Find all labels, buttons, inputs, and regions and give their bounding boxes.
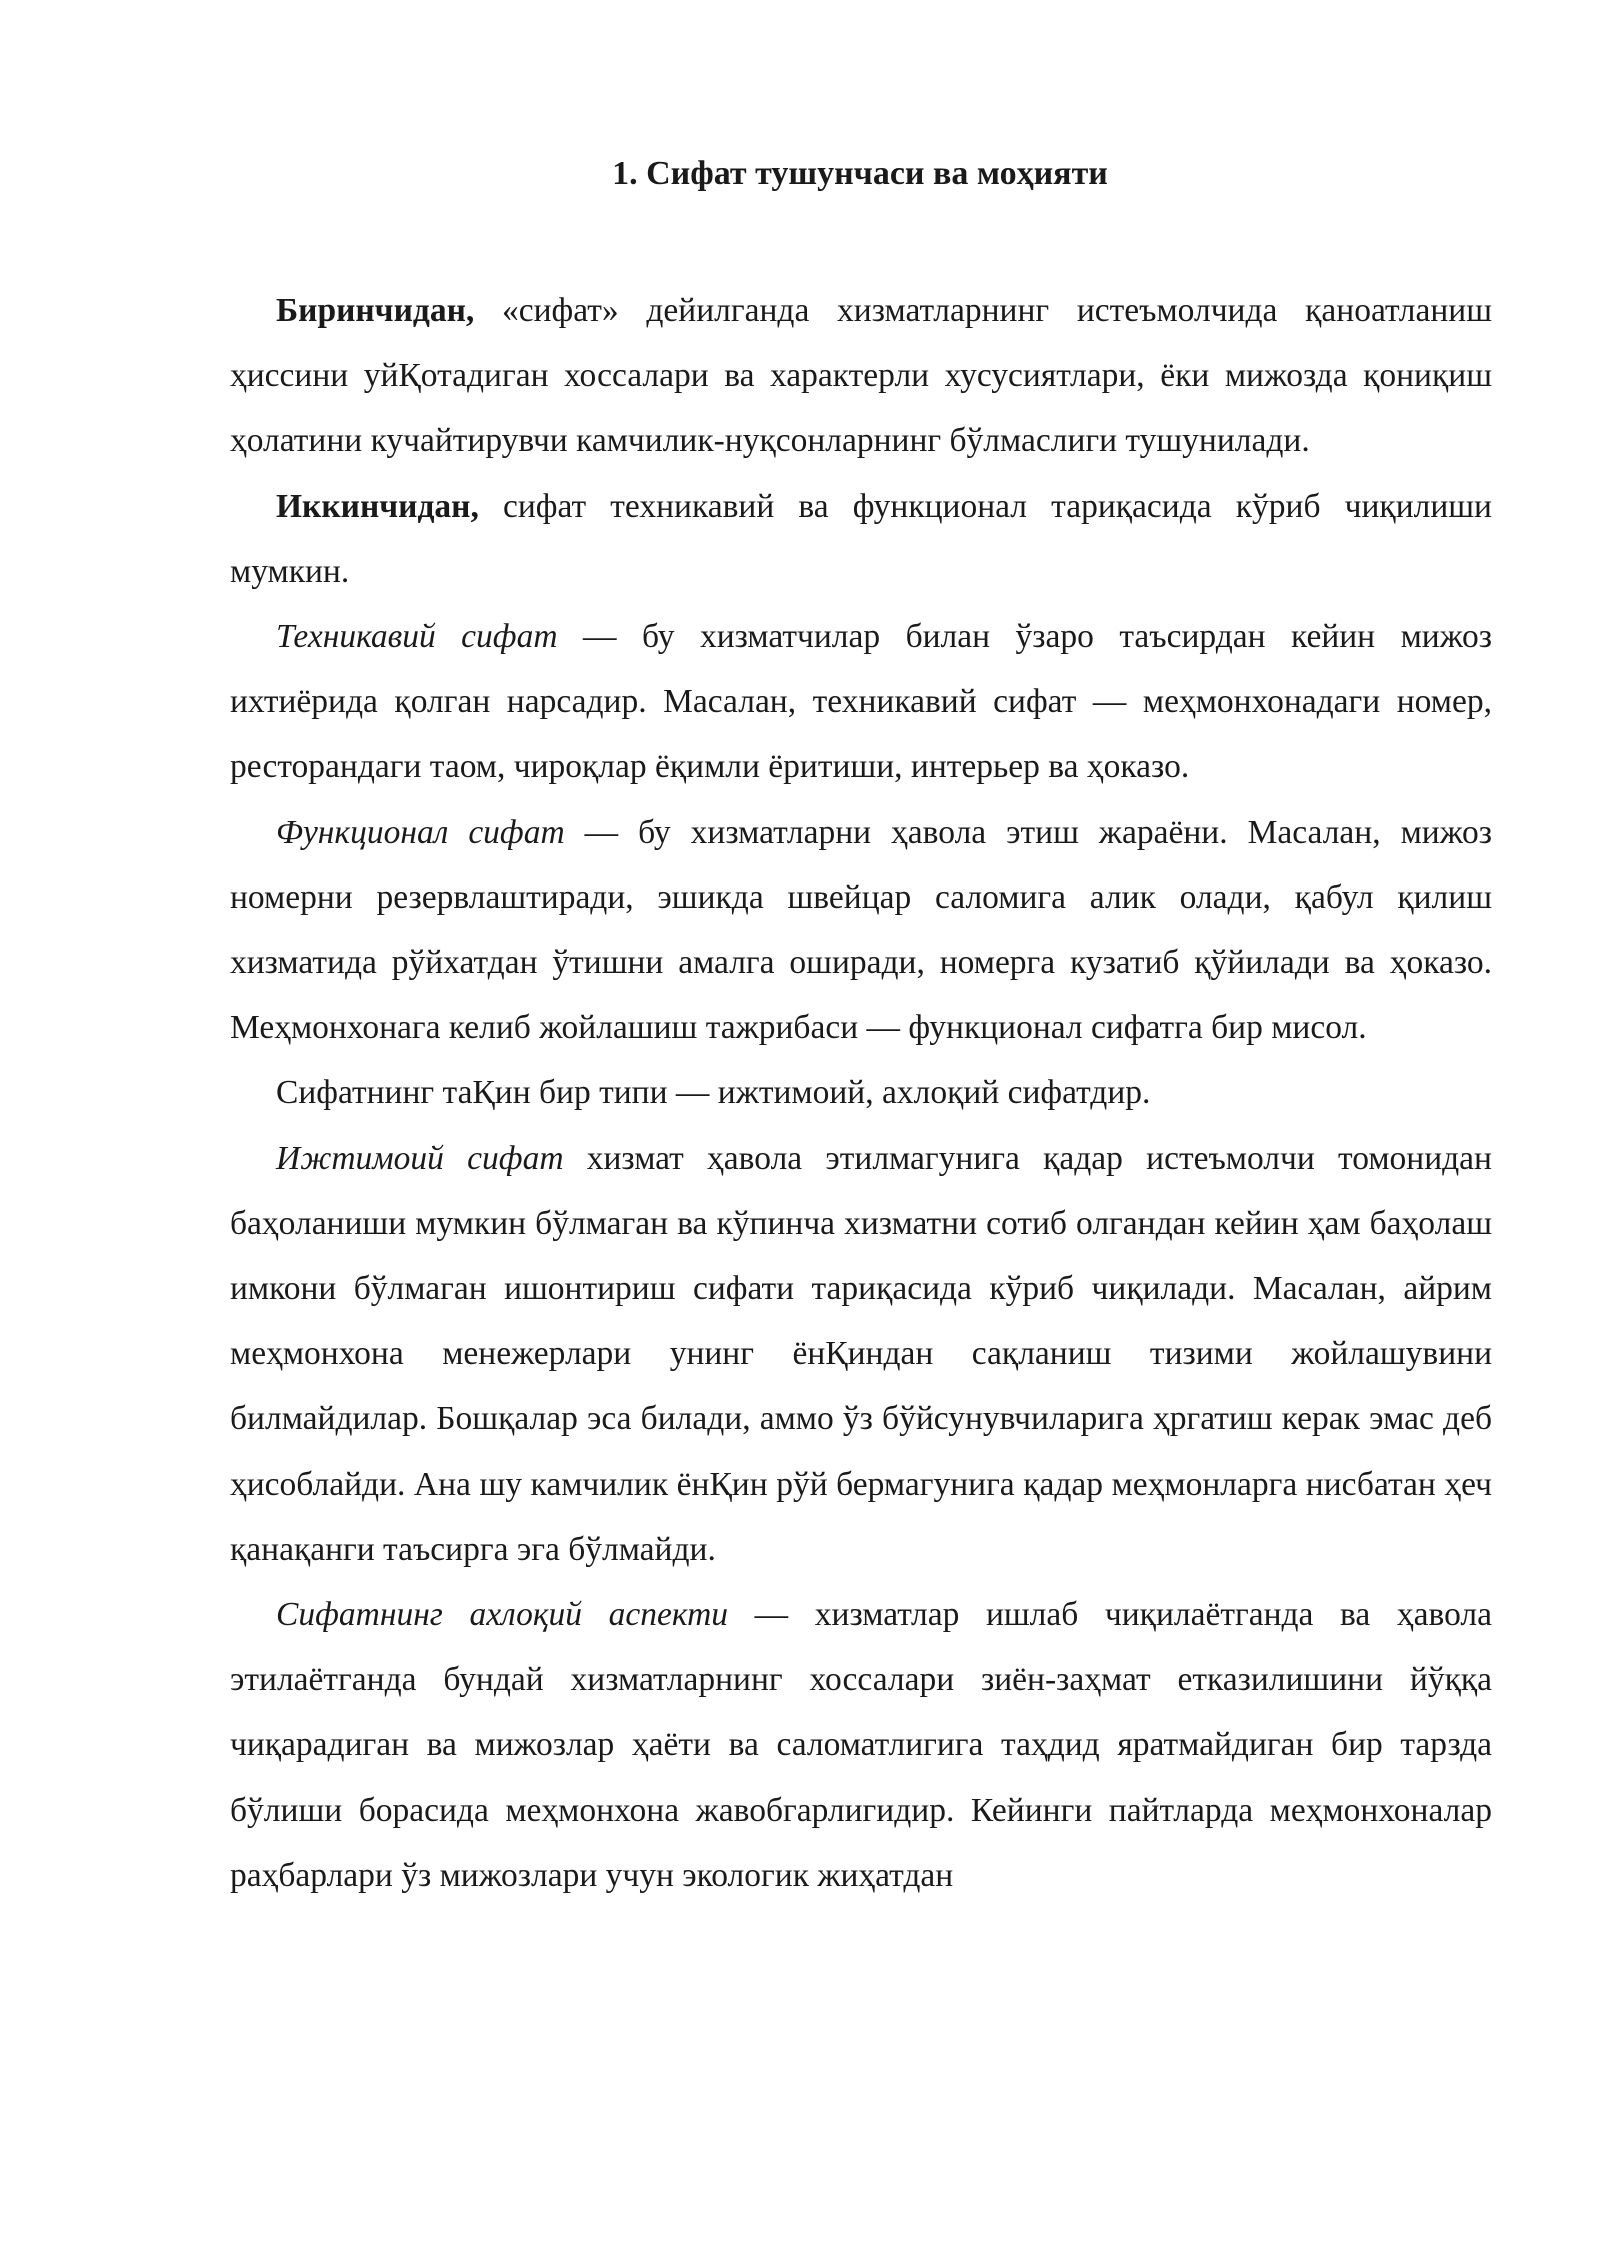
paragraph-term: Техникавий сифат — [276, 618, 558, 656]
paragraph-social-quality — [230, 1126, 1492, 1582]
paragraph-functional-quality — [230, 800, 1492, 1061]
paragraph-technical-quality — [230, 604, 1492, 800]
paragraph-text: — бу хизматчилар билан ўзаро таъсирдан кейин мижоз ихтиёрида қолган нарсадир. Масалан, техникавий сифат — меҳмонхонадаги номер, ресторандаги таом, чироқлар ёқимли ёритиши, интерьер ва ҳоказо. — [230, 618, 1492, 786]
paragraph-text: «сифат» дейилганда хизматларнинг истеъмолчида қаноатланиш ҳиссини уйҚотадиган хоссалари ва характерли хусусиятлари, ёки мижозда қониқиш ҳолатини кучайтирувчи камчилик-нуқсонларнинг бўлмаслиги тушунилади. — [230, 292, 1492, 460]
document-body — [230, 278, 1492, 1908]
paragraph-lead: Иккинчидан, — [276, 487, 479, 525]
paragraph-text: — бу хизматларни ҳавола этиш жараёни. Масалан, мижоз номерни резервлаштиради, эшикда швейцар саломига алик олади, қабул қилиш хизматида рўйхатдан ўтишни амалга оширади, номерга кузатиб қўйилади ва ҳоказо. Меҳмонхонага келиб жойлашиш тажрибаси — функционал сифатга бир мисол. — [230, 813, 1492, 1047]
paragraph-text: — хизматлар ишлаб чиқилаётганда ва ҳавола этилаётганда бундай хизматларнинг хоссалари зиён-заҳмат етказилишини йўққа чиқарадиган ва мижозлар ҳаёти ва саломатлигига таҳдид яратмайдиган бир тарзда бўлиши борасида меҳмонхона жавобгарлигидир. Кейинги пайтларда меҳмонхоналар раҳбарлари ўз мижозлари учун экологик жиҳатдан — [230, 1596, 1492, 1894]
paragraph-term: Функционал сифат — [276, 813, 565, 851]
paragraph-quality-type — [230, 1060, 1492, 1125]
paragraph-text: Сифатнинг таҚин бир типи — ижтимоий, ахлоқий сифатдир. — [276, 1074, 1151, 1112]
paragraph-term: Ижтимоий сифат — [276, 1139, 564, 1177]
paragraph-lead: Биринчидан, — [276, 292, 475, 329]
paragraph-text: сифат техникавий ва функционал тариқасида кўриб чиқилиши мумкин. — [230, 487, 1492, 590]
paragraph-term: Сифатнинг ахлоқий аспекти — [276, 1596, 729, 1634]
paragraph-text: хизмат ҳавола этилмагунига қадар истеъмолчи томонидан баҳоланиши мумкин бўлмаган ва кўпинча хизматни сотиб олгандан кейин ҳам баҳолаш имкони бўлмаган ишонтириш сифати тариқасида кўриб чиқилади. Масалан, айрим меҳмонхона менежерлари унинг ёнҚиндан сақланиш тизими жойлашувини билмайдилар. Бошқалар эса билади, аммо ўз бўйсунувчиларига ҳргатиш керак эмас деб ҳисоблайди. Ана шу камчилик ёнҚин рўй бермагунига қадар меҳмонларга нисбатан ҳеч қанақанги таъсирга эга бўлмайди. — [230, 1139, 1492, 1568]
paragraph-first — [230, 278, 1492, 474]
paragraph-ethical-aspect — [230, 1582, 1492, 1908]
section-title: 1. Сифат тушунчаси ва моҳияти — [612, 155, 1108, 192]
paragraph-second — [230, 474, 1492, 604]
